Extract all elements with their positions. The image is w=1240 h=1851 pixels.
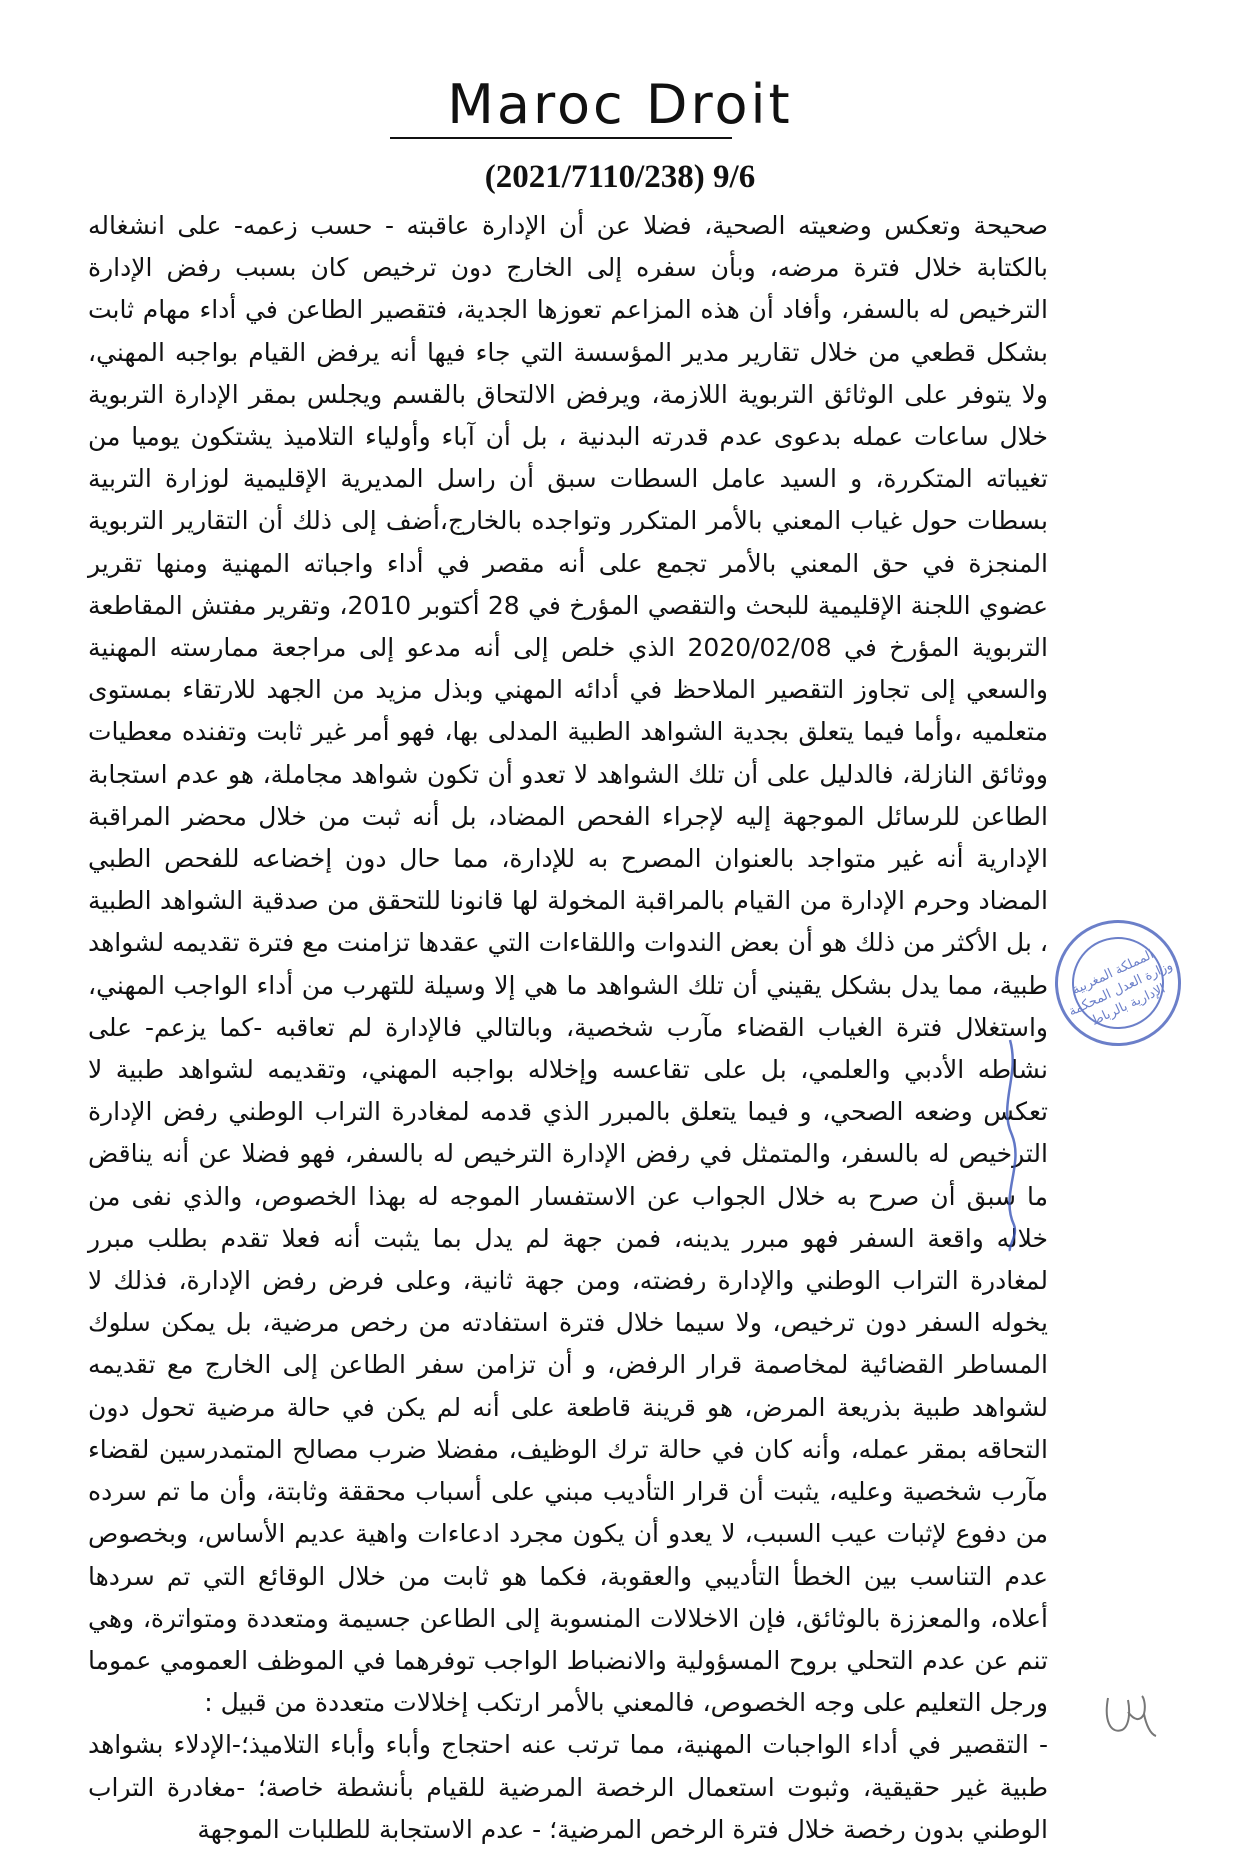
handwritten-signature [990,1035,1030,1255]
body-paragraph: - التقصير في أداء الواجبات المهنية، مما ترتب عنه احتجاج وأباء وأباء التلاميذ؛-الإدلاء بشواهد طبية غير حقيقية، وثبوت استعمال الرخصة المرضية للقيام بأنشطة خاصة؛ -مغادرة التراب الوطني بدون رخصة خلال فترة الرخص المرضية؛ - عدم الاستجابة للطلبات الموجهة [88,1730,1048,1844]
court-stamp-text: المملكة المغربية وزارة العدل المحكمة الإدارية بالرباط [1066,947,1176,1029]
document-reference: (2021/7110/238) 9/6 [484,159,756,195]
handwritten-initial [1100,1690,1160,1740]
court-stamp [1034,899,1201,1066]
document-body [88,205,1048,1851]
brand-title: Maroc Droit [447,73,793,136]
body-paragraph: صحيحة وتعكس وضعيته الصحية، فضلا عن أن الإدارة عاقبته - حسب زعمه- على انشغاله بالكتابة خلال فترة مرضه، وبأن سفره إلى الخارج دون ترخيص كان بسبب رفض الإدارة الترخيص له بالسفر، وأفاد أن هذه المزاعم تعوزها الجدية، فتقصير الطاعن في أداء مهام ثابت بشكل قطعي من خلال تقارير مدير المؤسسة التي جاء فيها أنه يرفض القيام بواجبه المهني، ولا يتوفر على الوثائق التربوية اللازمة، ويرفض الالتحاق بالقسم ويجلس بمقر الإدارة التربوية خلال ساعات عمله بدعوى عدم قدرته البدنية ، بل أن آباء وأولياء التلاميذ يشتكون يوميا من تغيباته المتكررة، و السيد عامل السطات سبق أن راسل المديرية الإقليمية لوزارة التربية بسطات حول غياب المعني بالأمر المتكرر وتواجده بالخارج،أضف إلى ذلك أن التقارير التربوية المنجزة في حق المعني بالأمر تجمع على أنه مقصر في أداء واجباته المهنية ومنها تقرير عضوي اللجنة الإقليمية للبحث والتقصي المؤرخ في 28 أكتوبر 2010، وتقرير مفتش المقاطعة التربوية المؤرخ في 2020/02/08 الذي خلص إلى أنه مدعو إلى مراجعة ممارسته المهنية والسعي إلى تجاوز التقصير الملاحظ في أدائه المهني وبذل مزيد من الجهد للارتقاء بمستوى متعلميه ،وأما فيما يتعلق بجدية الشواهد الطبية المدلى بها، فهو أمر غير ثابت وتفنده معطيات ووثائق النازلة، فالدليل على أن تلك الشواهد لا تعدو أن تكون شواهد مجاملة، هو عدم استجابة الطاعن للرسائل الموجهة إليه لإجراء الفحص المضاد، بل أنه ثبت من خلال محضر المراقبة الإدارية أنه غير متواجد بالعنوان المصرح به للإدارة، مما حال دون إخضاعه للفحص الطبي المضاد وحرم الإدارة من القيام بالمراقبة المخولة لها قانونا للتحقق من صدقية الشواهد الطبية ، بل الأكثر من ذلك هو أن بعض الندوات واللقاءات التي عقدها تزامنت مع فترة تقديمه لشواهد طبية، مما يدل بشكل يقيني أن تلك الشواهد ما هي إلا وسيلة للتهرب من أداء الواجب المهني، واستغلال فترة الغياب القضاء مآرب شخصية، وبالتالي فالإدارة لم تعاقبه -كما يزعم- على نشاطه الأدبي والعلمي، بل على تقاعسه وإخلاله بواجبه المهني، وتقديمه لشواهد طبية لا تعكس وضعه الصحي، و فيما يتعلق بالمبرر الذي قدمه لمغادرة التراب الوطني رفض الإدارة الترخيص له بالسفر، والمتمثل في رفض الإدارة الترخيص له بالسفر، فهو فضلا عن أنه يناقض ما سبق أن صرح به خلال الجواب عن الاستفسار الموجه له بهذا الخصوص، والذي نفى من خلاله واقعة السفر فهو مبرر يدينه، فمن جهة لم يدل بما يثبت أنه فعلا تقدم بطلب مبرر لمغادرة التراب الوطني والإدارة رفضته، ومن جهة ثانية، وعلى فرض رفض الإدارة، فذلك لا يخوله السفر دون ترخيص، ولا سيما خلال فترة استفادته من رخص مرضية، بل يمكن سلوك المساطر القضائية لمخاصمة قرار الرفض، و أن تزامن سفر الطاعن إلى الخارج مع تقديمه لشواهد طبية بذريعة المرض، هو قرينة قاطعة على أنه لم يكن في حالة مرضية تحول دون التحاقه بمقر عمله، وأنه كان في حالة ترك الوظيف، مفضلا ضرب مصالح المتمدرسين لقضاء مآرب شخصية وعليه، يثبت أن قرار التأديب مبني على أسباب محققة وثابتة، وأن ما تم سرده من دفوع لإثبات عيب السبب، لا يعدو أن يكون مجرد ادعاءات واهية عديم الأساس، وبخصوص عدم التناسب بين الخطأ التأديبي والعقوبة، فكما هو ثابت من خلال الوقائع التي تم سردها أعلاه، والمعززة بالوثائق، فإن الاخلالات المنسوبة إلى الطاعن جسيمة ومتعددة ومتواترة، وهي تنم عن عدم التحلي بروح المسؤولية والانضباط الواجب توفرهما في الموظف العمومي عموما ورجل التعليم على وجه الخصوص، فالمعني بالأمر ارتكب إخلالات متعددة من قبيل : [88,211,1049,1718]
brand-underline [390,137,732,139]
